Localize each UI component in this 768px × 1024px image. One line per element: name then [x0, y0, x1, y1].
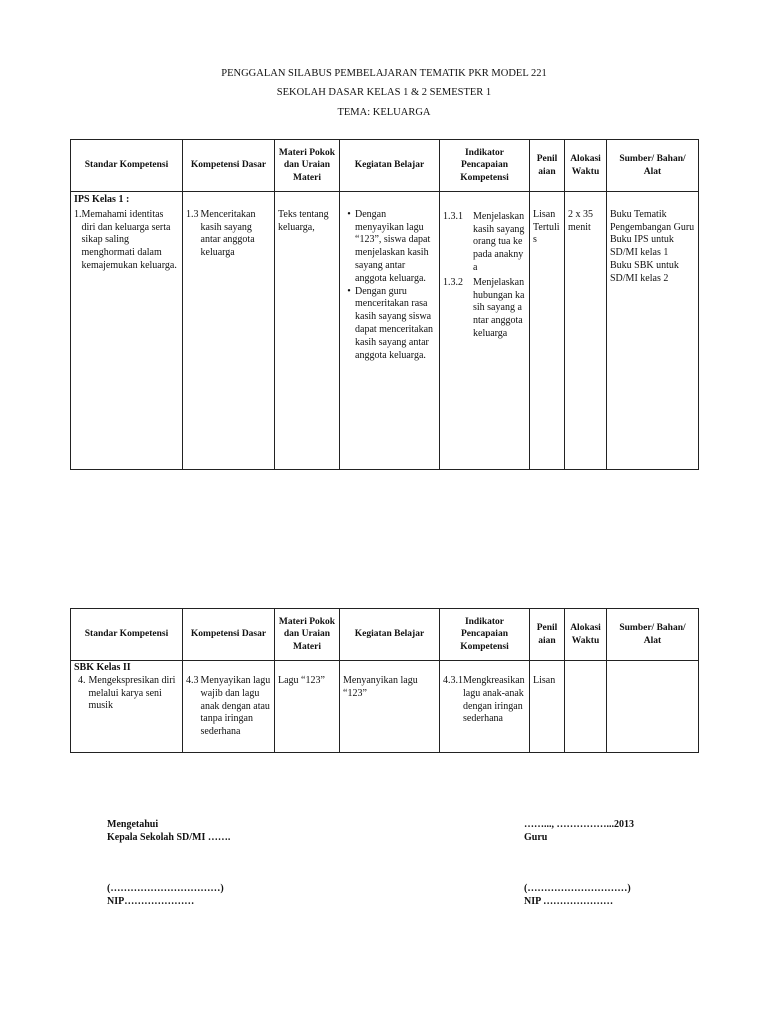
signature-right-date: ……..., ……………...2013 — [524, 819, 634, 830]
col-header-sumber: Sumber/ Bahan/ Alat — [607, 140, 699, 192]
indikator-cell: 4.3.1 Mengkreasikan lagu anak-anak dengan iringan sederhana — [440, 661, 530, 753]
col-header-kompetensi: Kompetensi Dasar — [183, 140, 275, 192]
col-header-penilaian: Penil aian — [530, 609, 565, 661]
doc-theme: TEMA: KELUARGA — [337, 107, 431, 118]
signature-left-role: Kepala Sekolah SD/MI ……. — [107, 832, 231, 843]
col-header-penilaian: Penil aian — [530, 140, 565, 192]
list-item: 1.3.2 Menjelaskan hubungan kasih sayang antar anggota keluarga — [443, 276, 525, 339]
header-row — [71, 140, 699, 192]
signature-right-role: Guru — [524, 832, 548, 843]
col-header-kompetensi: Kompetensi Dasar — [183, 609, 275, 661]
col-header-sumber: Sumber/ Bahan/ Alat — [607, 609, 699, 661]
signature-right — [524, 818, 634, 908]
kd-text: Menceritakan kasih sayang antar anggota keluarga — [200, 208, 256, 259]
col-header-indikator: Indikator Pencapaian Kompetensi — [440, 140, 530, 192]
signature-left-label: Mengetahui — [107, 819, 159, 830]
signature-left — [107, 818, 230, 908]
indikator-cell — [440, 208, 530, 470]
kd-number: 1.3 — [186, 208, 199, 220]
standar-kompetensi-cell — [71, 661, 183, 753]
syllabus-table-1 — [70, 139, 699, 470]
standar-kompetensi-cell — [71, 208, 183, 470]
materi-cell: Lagu “123” — [275, 661, 340, 753]
kd-text: Menyayikan lagu wajib dan lagu anak dengan atau tanpa iringan sederhana — [200, 675, 271, 738]
col-header-materi: Materi Pokok dan Uraian Materi — [275, 609, 340, 661]
doc-title: PENGGALAN SILABUS PEMBELAJARAN TEMATIK PKR MODEL 221 — [221, 68, 547, 79]
subject-row — [71, 192, 699, 208]
signature-right-nip: NIP ………………… — [524, 896, 614, 907]
col-header-alokasi: Alokasi Waktu — [565, 609, 607, 661]
kd-number: 4.3 — [186, 675, 199, 686]
sumber-cell: Buku Tematik Pengembangan Guru Buku IPS untuk SD/MI kelas 1 Buku SBK untuk SD/MI kelas 2 — [607, 208, 699, 470]
sk-number: 1. — [74, 208, 82, 220]
sumber-cell — [607, 661, 699, 753]
signature-left-name: (……………………………) — [107, 883, 224, 894]
list-item: • Dengan menyayikan lagu “123”, siswa dapat menjelaskan kasih sayang antar anggota keluarga. — [347, 208, 431, 284]
kompetensi-dasar-cell — [183, 208, 275, 470]
sk-text: Mengekspresikan diri melalui karya seni musik — [88, 674, 176, 712]
col-header-standar: Standar Kompetensi — [71, 140, 183, 192]
kompetensi-dasar-cell — [183, 661, 275, 753]
list-item: • Dengan guru menceritakan rasa kasih sayang siswa dapat menceritakan kasih sayang antar anggota keluarga. — [347, 285, 434, 361]
col-header-materi: Materi Pokok dan Uraian Materi — [275, 140, 340, 192]
col-header-standar: Standar Kompetensi — [71, 609, 183, 661]
col-header-kegiatan: Kegiatan Belajar — [340, 609, 440, 661]
sk-text: Memahami identitas diri dan keluarga serta sikap saling menghormati dalam kemajemukan keluarga. — [81, 208, 177, 271]
signature-right-name: (…………………………) — [524, 883, 631, 894]
table-row — [71, 208, 699, 470]
subject-label: IPS Kelas 1 : — [71, 192, 183, 208]
subject-label: SBK Kelas II — [74, 662, 131, 673]
syllabus-table-2 — [70, 608, 699, 753]
kegiatan-cell — [340, 208, 440, 470]
sk-number: 4. — [78, 674, 86, 686]
table-row — [71, 661, 699, 753]
col-header-kegiatan: Kegiatan Belajar — [340, 140, 440, 192]
penilaian-cell: Lisan — [530, 661, 565, 753]
list-item: 1.3.1 Menjelaskan kasih sayang orang tua kepada anaknya — [443, 210, 525, 273]
col-header-alokasi: Alokasi Waktu — [565, 140, 607, 192]
header-row — [71, 609, 699, 661]
kegiatan-cell: Menyanyikan lagu “123” — [340, 661, 440, 753]
doc-subtitle: SEKOLAH DASAR KELAS 1 & 2 SEMESTER 1 — [276, 87, 492, 98]
col-header-indikator: Indikator Pencapaian Kompetensi — [440, 609, 530, 661]
signature-left-nip: NIP………………… — [107, 896, 195, 907]
alokasi-cell — [565, 661, 607, 753]
alokasi-cell: 2 x 35 menit — [565, 208, 607, 470]
materi-cell: Teks tentang keluarga, — [275, 208, 340, 470]
penilaian-cell: Lisan Tertulis — [530, 208, 565, 470]
